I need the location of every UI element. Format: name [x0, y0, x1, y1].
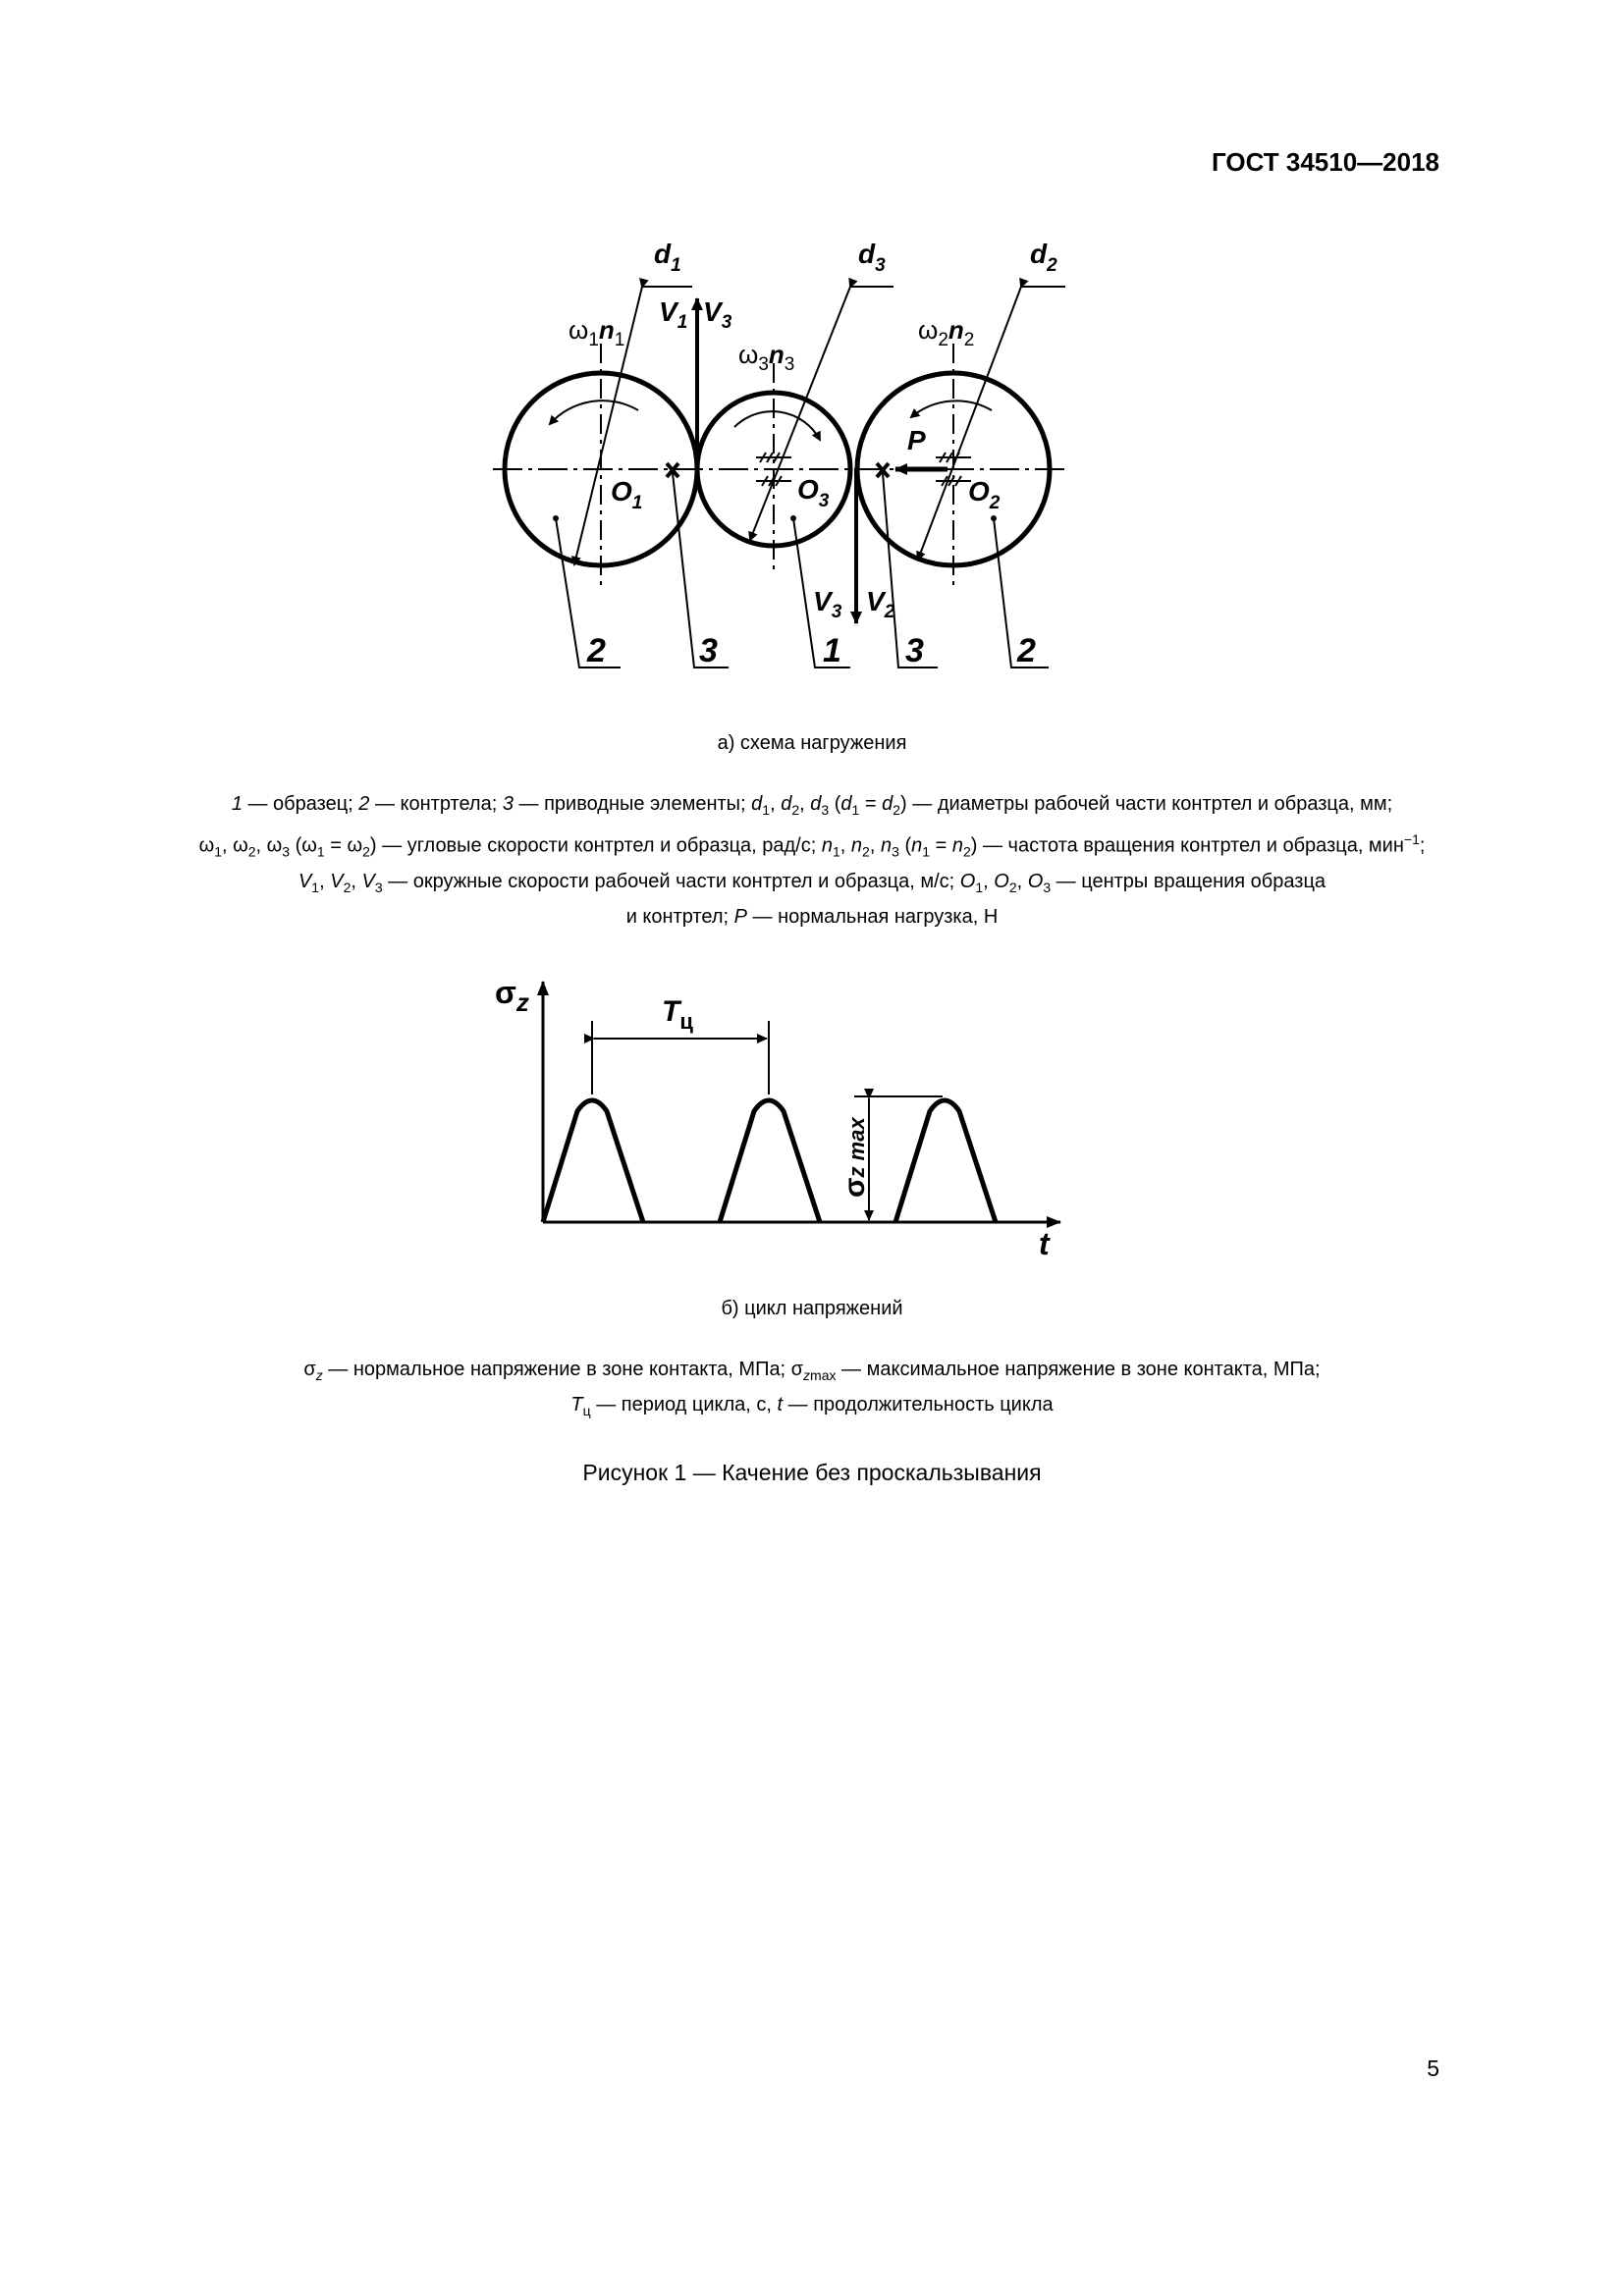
stress-pulse-3	[895, 1100, 996, 1222]
label-O3: $O_3$	[797, 474, 830, 511]
page-number: 5	[1427, 2056, 1439, 2081]
rotation-arrow-left	[550, 400, 638, 424]
label-V2: $V_2$	[866, 586, 895, 622]
legend-a-line-2: $\omega_1$, $\omega_2$, $\omega_3$ $(\omega_1 = \omega_2)$ — угловые скорости контртел и образца, рад/с; $n_1$, $n_2$, $n_3$ $(n_1 = n_2)$ — частота вращения контртел и образца, мин$^{-1}$;	[198, 831, 1426, 860]
stress-cycle-diagram	[481, 962, 1090, 1276]
callout-3-right: 3	[905, 632, 924, 669]
label-O1: $O_1$	[611, 476, 643, 513]
label-omega3-n3: $\omega_3n_3$	[738, 340, 795, 375]
label-V1: $V_1$	[659, 296, 688, 333]
label-d1: $d_1$	[654, 239, 681, 276]
callout-1: 1	[823, 632, 841, 669]
legend-a-line-4: и контртел; P — нормальная нагрузка, Н	[625, 905, 999, 928]
callout-2-left: 2	[587, 632, 606, 669]
stress-pulse-1	[543, 1100, 643, 1222]
stress-pulse-2	[720, 1100, 820, 1222]
label-T-cycle: $T_ц$	[662, 995, 693, 1034]
label-t-axis: t	[1039, 1226, 1050, 1261]
legend-b-line-2: $T_ц$ — период цикла, с, t — продолжительность цикла	[570, 1394, 1054, 1418]
legend-a-line-3: $V_1$, $V_2$, $V_3$ — окружные скорости рабочей части контртел и образца, м/с; $O_1$, $O_2$, $O_3$ — центры вращения образца	[298, 870, 1326, 895]
label-sigma-z: $\sigma_z$	[495, 975, 529, 1017]
label-V3-bottom: $V_3$	[813, 586, 842, 622]
label-V3-top: $V_3$	[703, 296, 732, 333]
label-omega1-n1: $\omega_1n_1$	[568, 315, 625, 350]
figure-a-caption: а) схема нагружения	[717, 732, 907, 754]
label-sigma-zmax: σz max	[839, 1117, 871, 1198]
label-O2: $O_2$	[968, 476, 1001, 513]
rotation-arrow-middle	[734, 411, 820, 440]
loading-scheme-diagram	[471, 226, 1080, 687]
rotation-arrow-right	[911, 400, 992, 417]
label-omega2-n2: $\omega_2n_2$	[918, 315, 975, 350]
figure-a-legend	[108, 789, 1516, 932]
document-header: ГОСТ 34510—2018	[1212, 147, 1439, 177]
figure-b-caption: б) цикл напряжений	[721, 1298, 903, 1319]
label-d2: $d_2$	[1030, 239, 1057, 276]
label-d3: $d_3$	[858, 239, 886, 276]
callout-3-left: 3	[699, 632, 718, 669]
figure-b-legend	[108, 1355, 1516, 1425]
label-P: P	[907, 425, 926, 455]
legend-b-line-1: $\sigma_z$ — нормальное напряжение в зоне контакта, МПа; $\sigma_{zmax}$ — максимальное напряжение в зоне контакта, МПа;	[303, 1359, 1321, 1383]
figure-caption: Рисунок 1 — Качение без проскальзывания	[582, 1460, 1042, 1485]
legend-a-line-1: 1 — образец; 2 — контртела; 3 — приводные элементы; $d_1$, $d_2$, $d_3$ $(d_1 = d_2)$ — диаметры рабочей части контртел и образца, мм;	[231, 793, 1393, 818]
callout-2-right: 2	[1017, 632, 1036, 669]
